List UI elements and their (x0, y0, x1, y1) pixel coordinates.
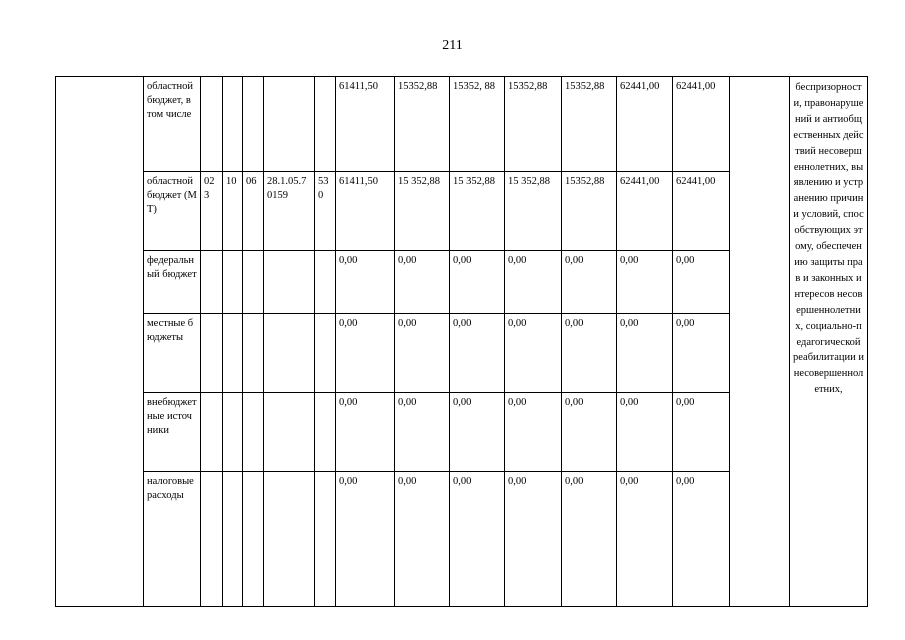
code-cell (243, 472, 264, 607)
value-cell: 15352,88 (395, 77, 450, 172)
value-cell: 0,00 (336, 314, 395, 393)
code-cell (223, 472, 243, 607)
empty-cell (730, 77, 790, 607)
source-name-cell: местные бюджеты (144, 314, 201, 393)
value-cell: 15 352,88 (395, 172, 450, 251)
value-cell: 0,00 (617, 251, 673, 314)
value-cell: 0,00 (673, 472, 730, 607)
value-cell: 61411,50 (336, 172, 395, 251)
value-cell: 0,00 (336, 251, 395, 314)
budget-table (55, 76, 868, 607)
value-cell: 0,00 (336, 393, 395, 472)
source-name-cell: налоговые расходы (144, 472, 201, 607)
value-cell: 0,00 (617, 314, 673, 393)
source-name-cell: федеральный бюджет (144, 251, 201, 314)
source-name-cell: областной бюджет, в том числе (144, 77, 201, 172)
code-cell (223, 314, 243, 393)
code-cell (223, 251, 243, 314)
value-cell: 0,00 (617, 472, 673, 607)
code-cell (264, 472, 315, 607)
page-number: 211 (442, 38, 463, 53)
value-cell: 0,00 (562, 251, 617, 314)
code-cell (243, 251, 264, 314)
value-cell: 62441,00 (617, 172, 673, 251)
code-cell: 10 (223, 172, 243, 251)
code-cell: 023 (201, 172, 223, 251)
code-cell (201, 472, 223, 607)
value-cell: 0,00 (505, 251, 562, 314)
value-cell: 15 352,88 (450, 172, 505, 251)
table-row (56, 77, 868, 172)
value-cell: 62441,00 (673, 77, 730, 172)
value-cell: 0,00 (505, 393, 562, 472)
value-cell: 0,00 (562, 314, 617, 393)
value-cell: 15 352,88 (505, 172, 562, 251)
value-cell: 0,00 (395, 314, 450, 393)
code-cell (243, 393, 264, 472)
value-cell: 0,00 (336, 472, 395, 607)
value-cell: 0,00 (562, 393, 617, 472)
value-cell: 0,00 (395, 251, 450, 314)
code-cell (315, 314, 336, 393)
value-cell: 15352,88 (505, 77, 562, 172)
code-cell (201, 393, 223, 472)
code-cell (201, 77, 223, 172)
code-cell (315, 472, 336, 607)
value-cell: 0,00 (617, 393, 673, 472)
value-cell: 0,00 (450, 251, 505, 314)
code-cell (223, 393, 243, 472)
code-cell (264, 393, 315, 472)
value-cell: 0,00 (450, 314, 505, 393)
code-cell (315, 77, 336, 172)
code-cell (243, 314, 264, 393)
code-cell: 28.1.05.70159 (264, 172, 315, 251)
value-cell: 61411,50 (336, 77, 395, 172)
blank-cell (56, 77, 144, 607)
value-cell: 62441,00 (617, 77, 673, 172)
code-cell (315, 393, 336, 472)
value-cell: 0,00 (673, 314, 730, 393)
code-cell: 06 (243, 172, 264, 251)
value-cell: 0,00 (395, 472, 450, 607)
value-cell: 0,00 (673, 251, 730, 314)
code-cell (264, 251, 315, 314)
value-cell: 15352, 88 (450, 77, 505, 172)
code-cell: 530 (315, 172, 336, 251)
value-cell: 0,00 (505, 472, 562, 607)
code-cell (264, 77, 315, 172)
value-cell: 0,00 (395, 393, 450, 472)
code-cell (315, 251, 336, 314)
code-cell (243, 77, 264, 172)
value-cell: 0,00 (450, 393, 505, 472)
code-cell (223, 77, 243, 172)
source-name-cell: внебюджетные источники (144, 393, 201, 472)
value-cell: 15352,88 (562, 172, 617, 251)
value-cell: 0,00 (673, 393, 730, 472)
value-cell: 0,00 (562, 472, 617, 607)
code-cell (201, 251, 223, 314)
code-cell (201, 314, 223, 393)
value-cell: 15352,88 (562, 77, 617, 172)
source-name-cell: областной бюджет (МТ) (144, 172, 201, 251)
value-cell: 62441,00 (673, 172, 730, 251)
value-cell: 0,00 (505, 314, 562, 393)
description-cell: беспризорности, правонарушений и антиобщественных действий несовершеннолетних, выявлению и устранению причин и условий, способствующих этому, обеспечению защиты прав и законных интересов несовершеннолетних, социально-педагогической реабилитации и несовершеннолетних, (790, 77, 868, 607)
value-cell: 0,00 (450, 472, 505, 607)
code-cell (264, 314, 315, 393)
